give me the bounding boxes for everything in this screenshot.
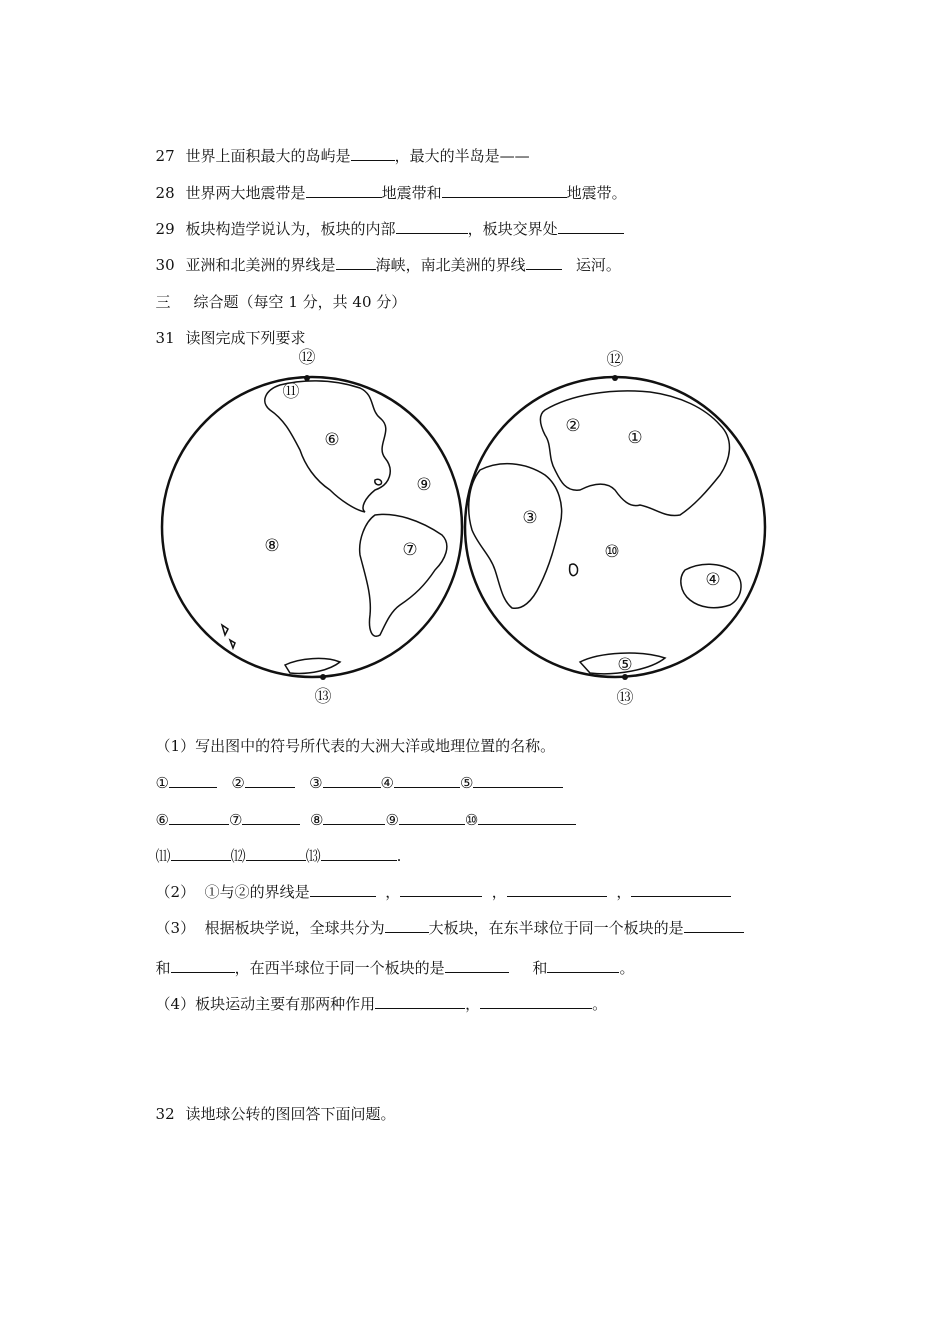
separator: ， [385,883,401,901]
blank-label: ② [231,774,245,792]
answer-blank[interactable] [445,958,509,973]
answer-blank[interactable] [169,810,229,825]
blank-label: ⑤ [459,774,474,792]
blank-label: ⒀ [305,847,321,865]
answer-blank[interactable] [507,882,607,897]
answer-blank[interactable] [480,994,592,1009]
answer-blank[interactable] [306,183,382,198]
blank-label: ⑥ [155,811,169,829]
answer-blank[interactable] [321,846,397,861]
answer-blank[interactable] [375,994,465,1009]
map-label-3: ③ [522,508,538,528]
answer-blank[interactable] [351,146,395,161]
question-text: 世界两大地震带是 [185,184,306,202]
question-28 [146,163,627,203]
answer-blank[interactable] [558,219,624,234]
sub-question-text: 。 [619,959,635,977]
map-label-2: ② [565,416,581,436]
map-label-4: ④ [705,570,721,590]
question-text: 读地球公转的图回答下面问题。 [185,1105,396,1123]
africa-outline [469,464,562,609]
island [375,479,382,484]
blank-label: ⑿ [230,847,246,865]
question-text: 板块构造学说认为，板块的内部 [185,220,396,238]
answer-blank[interactable] [684,918,744,933]
answer-blank[interactable] [323,810,385,825]
south-america-outline [360,514,447,636]
question-30 [146,235,621,275]
blank-label: ① [155,774,169,792]
map-label-9: ⑨ [416,475,432,495]
question-number: 28 [155,184,175,202]
hemispheres-figure [160,340,780,715]
answer-blank[interactable] [336,255,376,270]
map-label-13-east: ⑬ [616,688,634,708]
blank-label: ⑨ [385,811,399,829]
sub-question-text: ，在西半球位于同一个板块的是 [234,959,445,977]
antarctica-west-outline [285,658,340,673]
map-label-7: ⑦ [402,540,418,560]
answer-blank[interactable] [547,958,619,973]
sub-question-text: （3） 根据板块学说，全球共分为 [155,919,385,937]
blank-label: ③ [309,774,323,792]
question-text: 读图完成下列要求 [185,329,306,347]
separator: ， [491,883,507,901]
section-heading [146,272,406,312]
answer-blank[interactable] [242,810,300,825]
question-text: 运河。 [575,256,621,274]
sub-question-4 [146,974,607,1014]
sub-question-3-cont [146,938,634,978]
sub-question-3 [146,898,744,938]
western-landmasses [222,381,447,674]
blank-label: ④ [380,774,394,792]
map-label-11: ⑪ [282,382,300,402]
map-label-1: ① [627,428,643,448]
separator: ， [616,883,632,901]
answer-blank[interactable] [631,882,731,897]
north-pole-dot-west [304,375,310,381]
question-number: 31 [155,329,175,347]
south-pole-dot-west [320,674,326,680]
island [222,625,228,635]
question-number: 29 [155,220,175,238]
blank-label: ⑾ [155,847,171,865]
answer-blank[interactable] [399,810,465,825]
answer-blank[interactable] [385,918,429,933]
madagascar-outline [570,564,578,575]
question-text: 亚洲和北美洲的界线是 [185,256,336,274]
section-title: 综合题（每空 1 分，共 40 分） [193,293,407,311]
question-number: 30 [155,256,175,274]
map-label-5: ⑤ [617,655,633,675]
map-label-12-east: ⑫ [606,350,624,370]
map-label-10: ⑩ [604,542,620,562]
answer-blank[interactable] [396,219,468,234]
sub-question-text: 大板块，在东半球位于同一个板块的是 [428,919,684,937]
island [230,640,235,648]
answer-blank[interactable] [323,773,381,788]
separator: ， [465,995,481,1013]
sub-question-text: 和 [155,959,171,977]
answer-blank[interactable] [394,773,460,788]
sub-question-1 [146,716,555,756]
question-text: ，板块交界处 [467,220,558,238]
blank-row-1 [146,753,563,793]
question-number: 27 [155,147,175,165]
answer-blank[interactable] [526,255,562,270]
answer-blank[interactable] [442,183,567,198]
answer-blank[interactable] [478,810,576,825]
blank-row-3 [146,826,401,866]
sub-question-text: （1）写出图中的符号所代表的大洲大洋或地理位置的名称。 [155,737,556,755]
question-text: 世界上面积最大的岛屿是 [185,147,351,165]
blank-label: ⑦ [229,811,243,829]
question-29 [146,199,624,239]
question-text: ，最大的半岛是—— [394,147,530,165]
answer-blank[interactable] [245,773,295,788]
map-label-12-west: ⑫ [298,348,316,368]
answer-blank[interactable] [169,773,217,788]
sub-question-text: 和 [532,959,548,977]
answer-blank[interactable] [246,846,306,861]
sub-question-2 [146,862,731,902]
world-hemispheres-map [160,340,780,715]
sub-question-text: （4）板块运动主要有那两种作用 [155,995,376,1013]
answer-blank[interactable] [473,773,563,788]
blank-label: ⑩ [464,811,479,829]
question-number: 32 [155,1105,175,1123]
eurasia-outline [540,391,729,516]
answer-blank[interactable] [310,882,376,897]
question-text: 海峡，南北美洲的界线 [375,256,526,274]
eastern-hemisphere-circle [465,377,765,677]
sub-question-text: （2） ①与②的界线是 [155,883,310,901]
answer-blank[interactable] [171,846,231,861]
question-27 [146,126,530,166]
question-text: 地震带。 [566,184,627,202]
blank-label: ⑧ [310,811,324,829]
map-label-13-west: ⑬ [314,687,332,707]
answer-blank[interactable] [400,882,482,897]
western-hemisphere-circle [162,377,462,677]
map-label-8: ⑧ [264,536,280,556]
answer-blank[interactable] [171,958,235,973]
blank-row-2 [146,790,576,830]
map-label-6: ⑥ [324,430,340,450]
question-32 [146,1084,396,1124]
eastern-landmasses [469,391,741,674]
row-end: 。 [592,995,608,1013]
question-text: 地震带和 [381,184,442,202]
section-number: 三 [155,293,171,311]
north-pole-dot-east [612,375,618,381]
row-end: . [396,847,402,865]
